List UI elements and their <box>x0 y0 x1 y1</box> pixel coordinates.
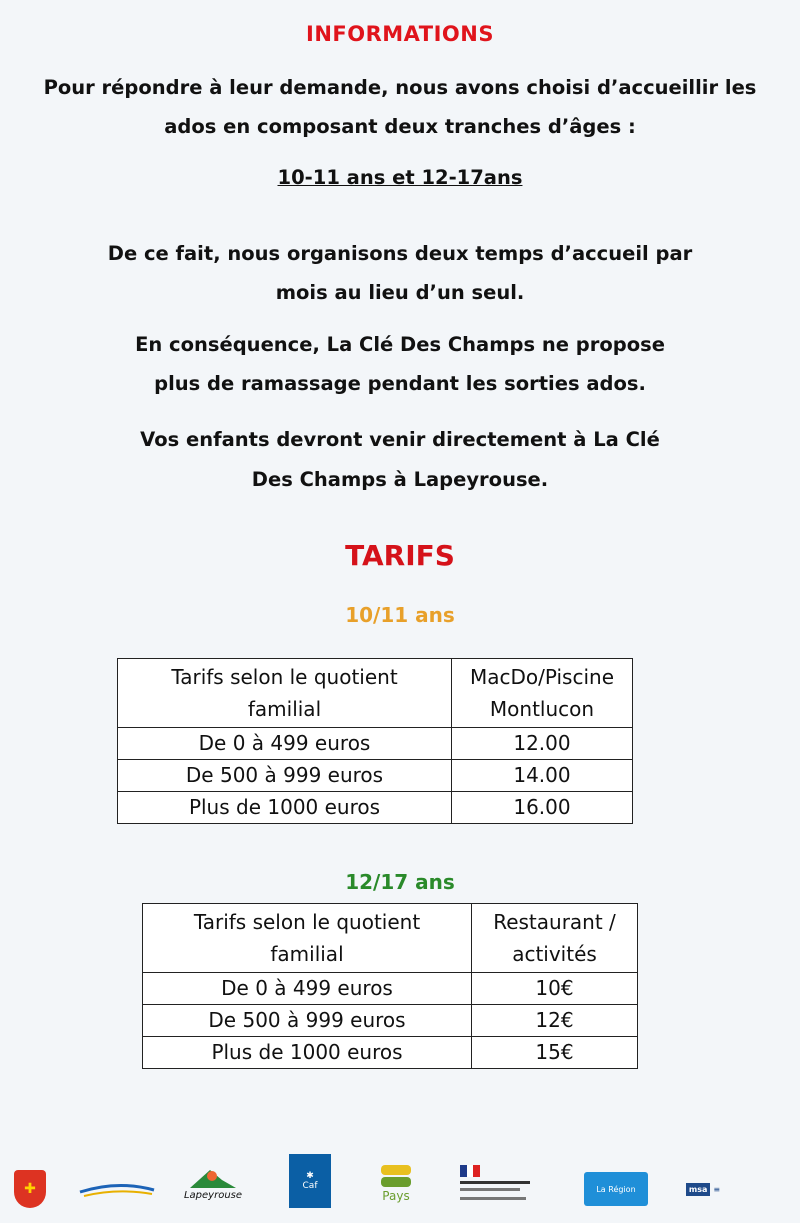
range-cell: De 500 à 999 euros <box>143 1005 472 1037</box>
header-cell-activity: Restaurant / activités <box>472 904 638 973</box>
paragraph-1-line-2: mois au lieu d’un seul. <box>275 281 525 304</box>
paragraph-3-line-2: Des Champs à Lapeyrouse. <box>251 468 549 491</box>
coat-of-arms-logo: ✚ <box>14 1170 46 1208</box>
academie-text-line <box>460 1188 520 1191</box>
pays-logo-art <box>379 1163 413 1189</box>
table-row <box>118 792 633 824</box>
tarifs-title: TARIFS <box>345 539 455 572</box>
paragraph-2-line-1: En conséquence, La Clé Des Champs ne propose <box>135 333 665 356</box>
caf-star-icon: ✱ <box>306 1171 314 1181</box>
price-cell: 12.00 <box>452 728 633 760</box>
intro-line-1: Pour répondre à leur demande, nous avons choisi d’accueillir les <box>43 76 757 99</box>
group-1-label: 10/11 ans <box>345 603 455 627</box>
paragraph-3-line-1: Vos enfants devront venir directement à La Clé <box>140 428 660 451</box>
paragraph-2-line-2: plus de ramassage pendant les sorties ados. <box>154 372 646 395</box>
range-cell: Plus de 1000 euros <box>143 1037 472 1069</box>
price-cell: 16.00 <box>452 792 633 824</box>
table-row <box>143 973 638 1005</box>
group-2-label: 12/17 ans <box>345 870 455 894</box>
price-cell: 14.00 <box>452 760 633 792</box>
academie-text-line <box>460 1181 530 1184</box>
paragraph-1-line-1: De ce fait, nous organisons deux temps d’accueil par <box>107 242 693 265</box>
table-row <box>118 728 633 760</box>
lapeyrouse-logo-art <box>188 1166 238 1190</box>
range-cell: De 0 à 499 euros <box>118 728 452 760</box>
montaigut-logo-art <box>78 1178 156 1198</box>
table-row <box>143 1005 638 1037</box>
table-header-row <box>143 904 638 973</box>
range-cell: De 500 à 999 euros <box>118 760 452 792</box>
tarifs-table-10-11 <box>117 658 633 824</box>
table-header-row <box>118 659 633 728</box>
header-cell-quotient: Tarifs selon le quotient familial <box>118 659 452 728</box>
age-ranges: 10-11 ans et 12-17ans <box>277 166 523 189</box>
header-cell-activity: MacDo/Piscine Montlucon <box>452 659 633 728</box>
marianne-flag-icon <box>460 1165 480 1177</box>
range-cell: Plus de 1000 euros <box>118 792 452 824</box>
intro-line-2: ados en composant deux tranches d’âges : <box>164 115 636 138</box>
table-row <box>118 760 633 792</box>
price-cell: 10€ <box>472 973 638 1005</box>
montaigut-logo <box>78 1174 156 1202</box>
header-cell-quotient: Tarifs selon le quotient familial <box>143 904 472 973</box>
lapeyrouse-logo: Lapeyrouse <box>182 1160 244 1206</box>
table-row <box>143 1037 638 1069</box>
price-cell: 12€ <box>472 1005 638 1037</box>
msa-logo: msa ≡ <box>676 1176 730 1202</box>
partner-logos <box>0 1150 800 1210</box>
tarifs-table-12-17 <box>142 903 638 1069</box>
pays-logo: Pays <box>376 1158 416 1208</box>
academie-text-line <box>460 1197 526 1200</box>
caf-logo: ✱ Caf <box>289 1154 331 1208</box>
academie-logo <box>460 1158 542 1206</box>
msa-tagline-icon: ≡ <box>713 1184 721 1194</box>
range-cell: De 0 à 499 euros <box>143 973 472 1005</box>
informations-title: INFORMATIONS <box>306 22 494 46</box>
region-logo: La Région <box>584 1172 648 1206</box>
price-cell: 15€ <box>472 1037 638 1069</box>
